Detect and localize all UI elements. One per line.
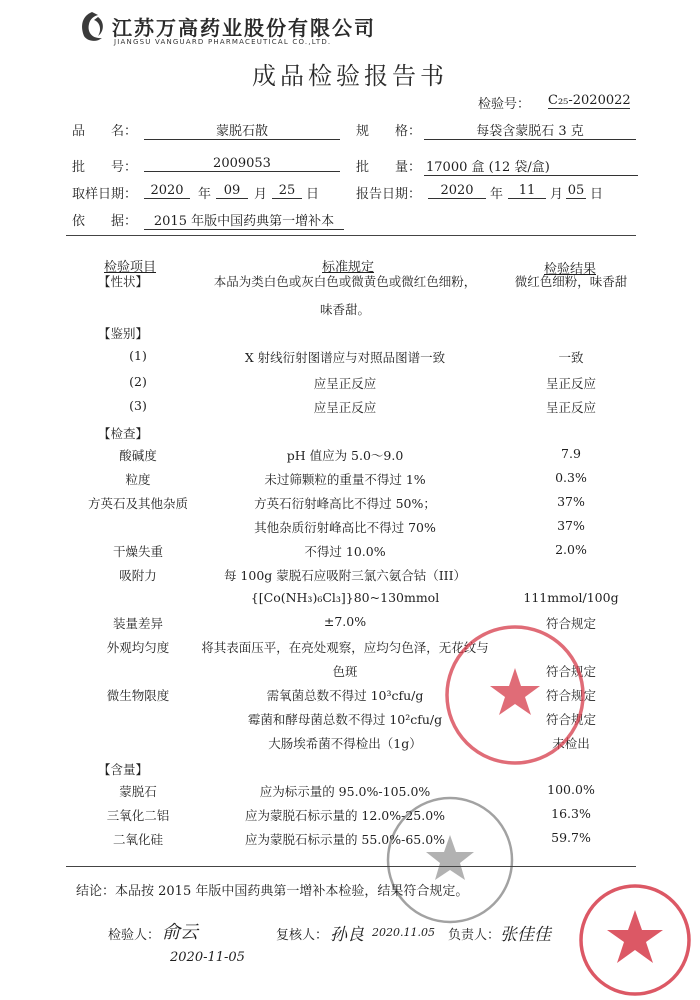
test-item: 吸附力 [119, 568, 157, 583]
quantity-label: 批 量： [356, 160, 422, 175]
standard-text: 应为蒙脱石标示量的 12.0%-25.0% [244, 808, 446, 823]
result-text: 微红色细粉，味香甜 [514, 274, 628, 289]
result-text: 7.9 [561, 446, 581, 461]
report-month: 11 [508, 183, 546, 199]
inspector-label: 检验人： [108, 928, 161, 943]
reviewer-date: 2020.11.05 [372, 926, 435, 939]
reviewer-label: 复核人： [276, 928, 329, 943]
standard-text: pH 值应为 5.0～9.0 [286, 448, 404, 463]
partner-stamp [575, 880, 695, 1000]
section-heading: 【检查】 [98, 426, 149, 441]
standard-text: 应呈正反应 [313, 376, 377, 391]
test-item: (2) [129, 374, 147, 389]
company-logo-icon [78, 10, 106, 44]
standard-text: 不得过 10.0% [304, 544, 386, 559]
report-day: 05 [567, 183, 585, 198]
spec-value: 每袋含蒙脱石 3 克 [424, 120, 636, 140]
standard-text: 其他杂质衍射峰高比不得过 70% [254, 520, 436, 535]
quality-stamp [440, 620, 590, 770]
standard-text: 色斑 [332, 664, 358, 679]
result-text: 16.3% [551, 806, 591, 821]
standard-text: 应呈正反应 [313, 400, 377, 415]
result-text: 一致 [558, 350, 584, 365]
document-title: 成品检验报告书 [252, 62, 448, 90]
standard-text: 味香甜。 [319, 302, 370, 317]
month-char: 月 [550, 187, 564, 202]
year-char: 年 [198, 187, 212, 202]
batch-number: 2009053 [144, 156, 340, 172]
standard-text: X 射线衍射图谱应与对照品图谱一致 [244, 350, 446, 365]
result-text: 符合规定 [545, 712, 596, 727]
section-heading: 【性状】 [98, 274, 149, 289]
test-item: 微生物限度 [106, 688, 170, 703]
report-year: 2020 [428, 183, 486, 199]
spec-label: 规 格： [356, 124, 422, 139]
standard-text: 大肠埃希菌不得检出（1g） [268, 736, 422, 751]
standard-text: 应为蒙脱石标示量的 55.0%-65.0% [244, 832, 446, 847]
result-text: 0.3% [555, 470, 587, 485]
standard-text: 本品为类白色或灰白色或微黄色或微红色细粉， [213, 274, 477, 289]
bottom-divider [66, 866, 636, 867]
test-item: 粒度 [125, 472, 151, 487]
batch-label: 批 号： [72, 160, 138, 175]
manager-signature: 张佳佳 [500, 925, 551, 945]
test-item: (1) [129, 348, 147, 363]
company-name: 江苏万高药业股份有限公司 [112, 16, 376, 40]
sample-day: 25 [272, 183, 302, 199]
standard-text: 未过筛颗粒的重量不得过 1% [264, 472, 426, 487]
report-date-label: 报告日期： [356, 187, 422, 202]
col-header-item: 检验项目 [104, 260, 157, 275]
product-label: 品 名： [72, 124, 138, 139]
day-char: 日 [306, 187, 320, 202]
section-heading: 【含量】 [98, 762, 149, 777]
standard-text: 方英石衍射峰高比不得过 50%； [254, 496, 436, 511]
reviewer-signature: 孙良 [330, 925, 364, 945]
result-text: 符合规定 [545, 688, 596, 703]
standard-text: 霉菌和酵母菌总数不得过 10²cfu/g [247, 712, 443, 727]
result-text: 59.7% [551, 830, 591, 845]
test-item: 外观均匀度 [106, 640, 170, 655]
section-heading: 【鉴别】 [98, 326, 149, 341]
day-char: 日 [590, 187, 604, 202]
result-text: 呈正反应 [545, 376, 596, 391]
test-item: (3) [129, 398, 147, 413]
report-no-label: 检验号： [478, 97, 531, 112]
standard-text: 每 100g 蒙脱石应吸附三氯六氨合钴（III） [223, 568, 467, 583]
standard-text: 将其表面压平，在亮处观察，应均匀色泽，无花纹与 [201, 640, 489, 655]
test-item: 二氧化硅 [112, 832, 163, 847]
test-item: 酸碱度 [119, 448, 157, 463]
result-text: 100.0% [547, 782, 595, 797]
product-name: 蒙脱石散 [144, 120, 340, 140]
qa-stamp [380, 790, 520, 930]
result-text: 呈正反应 [545, 400, 596, 415]
conclusion: 结论：本品按 2015 年版中国药典第一增补本检验，结果符合规定。 [76, 884, 469, 899]
test-item: 蒙脱石 [119, 784, 157, 799]
inspector-date: 2020-11-05 [170, 950, 245, 965]
basis-value: 2015 年版中国药典第一增补本 [144, 210, 344, 230]
result-text: 111mmol/100g [523, 590, 619, 605]
sample-year: 2020 [144, 183, 190, 199]
test-item: 干燥失重 [112, 544, 163, 559]
standard-text: 应为标示量的 95.0%-105.0% [259, 784, 431, 799]
result-text: 37% [557, 494, 585, 509]
test-item: 装量差异 [112, 616, 163, 631]
quantity-value: 17000 盒 (12 袋/盒) [424, 156, 638, 176]
sample-date-label: 取样日期： [72, 187, 138, 202]
result-text: 符合规定 [545, 616, 596, 631]
result-text: 未检出 [552, 736, 590, 751]
standard-text: 需氧菌总数不得过 10³cfu/g [266, 688, 424, 703]
company-name-english: JIANGSU VANGUARD PHARMACEUTICAL CO.,LTD. [114, 38, 332, 46]
standard-text: ±7.0% [323, 614, 367, 629]
inspector-signature: 俞云 [162, 922, 198, 943]
result-text: 37% [557, 518, 585, 533]
year-char: 年 [490, 187, 504, 202]
col-header-result: 检验结果 [544, 262, 597, 277]
basis-label: 依 据： [72, 214, 138, 229]
col-header-standard: 标准规定 [322, 260, 375, 275]
top-divider [66, 235, 636, 236]
result-text: 符合规定 [545, 664, 596, 679]
result-text: 2.0% [555, 542, 587, 557]
sample-month: 09 [216, 183, 248, 199]
manager-label: 负责人： [448, 928, 501, 943]
standard-text: {[Co(NH₃)₆Cl₃]}80~130mmol [250, 590, 440, 605]
test-item: 方英石及其他杂质 [87, 496, 188, 511]
month-char: 月 [254, 187, 268, 202]
test-item: 三氧化二铝 [106, 808, 170, 823]
report-no: C₂₅-2020022 [548, 93, 631, 108]
